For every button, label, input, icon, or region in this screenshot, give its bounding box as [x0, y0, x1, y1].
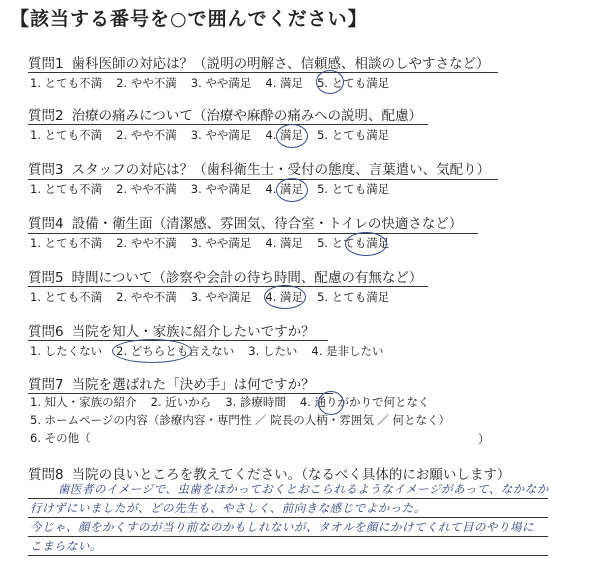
handwritten-line: 歯医者のイメージで、虫歯をほかっておくとおこられるようなイメージがあって、なかなか [58, 482, 549, 496]
question-number: 質問6 [28, 324, 64, 340]
option[interactable]: 3. やや満足 [190, 128, 252, 142]
option[interactable]: 4. 通りがかりで何となく [299, 395, 430, 409]
option[interactable]: 4. 満足 [265, 76, 304, 90]
question-text: 歯科医師の対応は？（説明の明解さ、信頼感、相談のしやすさなど） [71, 56, 490, 72]
option[interactable]: 2. やや不満 [116, 182, 177, 196]
option[interactable]: 4. 満足 [265, 236, 304, 250]
question-number: 質問7 [28, 377, 64, 393]
option[interactable]: 4. 満足 [265, 128, 304, 142]
option[interactable]: 1. とても不満 [30, 76, 103, 90]
options-q6 [30, 343, 398, 359]
answer-circle [276, 124, 308, 148]
underline [28, 286, 428, 287]
options-q7-line3 [30, 430, 105, 446]
answer-rule [28, 517, 548, 518]
option[interactable]: 5. とても満足 [317, 236, 390, 250]
option[interactable]: 3. やや満足 [190, 182, 252, 196]
question-8 [28, 463, 510, 483]
question-number: 質問2 [28, 108, 64, 124]
question-3 [28, 158, 490, 178]
options-q5 [30, 289, 403, 305]
question-text: 当院を選ばれた「決め手」は何ですか？ [71, 377, 315, 393]
underline [28, 179, 498, 180]
question-text: 時間について（診察や会計の待ち時間、配慮の有無など） [71, 270, 423, 286]
question-text: 当院の良いところを教えてください。（なるべく具体的にお願いします） [71, 467, 511, 483]
option[interactable]: 6. その他（ [30, 431, 91, 445]
handwritten-line: 行けずにいましたが、どの先生も、やさしく、前向きな感じでよかった。 [30, 501, 426, 515]
option[interactable]: 1. とても不満 [30, 128, 103, 142]
option[interactable]: 2. やや不満 [116, 236, 177, 250]
option[interactable]: 1. 知人・家族の紹介 [30, 395, 137, 409]
options-q1 [30, 75, 403, 91]
answer-circle [316, 70, 344, 94]
question-7 [28, 373, 315, 393]
answer-rule [28, 536, 548, 537]
option[interactable]: 2. やや不満 [116, 128, 177, 142]
answer-rule [28, 498, 548, 499]
question-1 [28, 52, 490, 72]
option[interactable]: 4. 是非したい [311, 344, 384, 358]
question-2 [28, 104, 422, 124]
underline [28, 233, 478, 234]
page-heading: 【該当する番号を○で囲んでください】 [10, 8, 368, 30]
option[interactable]: 5. とても満足 [317, 290, 390, 304]
question-number: 質問4 [28, 216, 64, 232]
option[interactable]: 3. したい [248, 344, 298, 358]
question-number: 質問1 [28, 56, 64, 72]
question-5 [28, 266, 422, 286]
answer-circle [112, 339, 192, 363]
question-number: 質問3 [28, 162, 64, 178]
answer-rule [28, 555, 548, 556]
options-q7-line2 [30, 412, 464, 428]
option[interactable]: 4. 満足 [265, 290, 304, 304]
option[interactable]: 3. やや満足 [190, 290, 252, 304]
answer-circle [264, 285, 306, 309]
question-text: スタッフの対応は？（歯科衛生士・受付の態度、言葉遣い、気配り） [71, 162, 491, 178]
question-number: 質問5 [28, 270, 64, 286]
handwritten-line: 今じゃ、顔をかくすのが当り前なのかもしれないが、タオルを顔にかけてくれて目のやり場に [30, 520, 534, 534]
underline [28, 340, 328, 341]
question-text: 当院を知人・家族に紹介したいですか？ [71, 324, 315, 340]
option[interactable]: 5. とても満足 [317, 182, 390, 196]
answer-circle [345, 232, 387, 256]
question-4 [28, 212, 462, 232]
question-6 [28, 320, 315, 340]
option[interactable]: 1. とても不満 [30, 236, 103, 250]
question-text: 治療の痛みについて（治療や麻酔の痛みへの説明、配慮） [71, 108, 423, 124]
option[interactable]: 1. したくない [30, 344, 103, 358]
option[interactable]: 3. やや満足 [190, 236, 252, 250]
question-number: 質問8 [28, 467, 64, 483]
option[interactable]: 2. やや不満 [116, 76, 177, 90]
option[interactable]: 5. ホームページの内容（診療内容・専門性 ／ 院長の人柄・雰囲気 ／ 何となく） [30, 413, 451, 427]
option[interactable]: 4. 満足 [265, 182, 304, 196]
options-q3 [30, 181, 403, 197]
option[interactable]: 5. とても満足 [317, 76, 390, 90]
answer-circle [276, 178, 308, 202]
underline [28, 124, 428, 125]
option[interactable]: 2. 近いから [150, 395, 212, 409]
options-q2 [30, 127, 403, 143]
question-text: 設備・衛生面（清潔感、雰囲気、待合室・トイレの快適さなど） [71, 216, 463, 232]
options-q7-line1 [30, 394, 444, 410]
handwritten-line: こまらない。 [30, 539, 102, 553]
option[interactable]: 3. 診療時間 [225, 395, 286, 409]
option[interactable]: 1. とても不満 [30, 290, 103, 304]
option[interactable]: 3. やや満足 [190, 76, 252, 90]
option[interactable]: 2. やや不満 [116, 290, 177, 304]
option[interactable]: 5. とても満足 [317, 128, 390, 142]
option[interactable]: 2. どちらとも言えない [116, 344, 235, 358]
other-close-paren: ） [478, 432, 491, 446]
underline [28, 72, 498, 73]
option[interactable]: 1. とても不満 [30, 182, 103, 196]
